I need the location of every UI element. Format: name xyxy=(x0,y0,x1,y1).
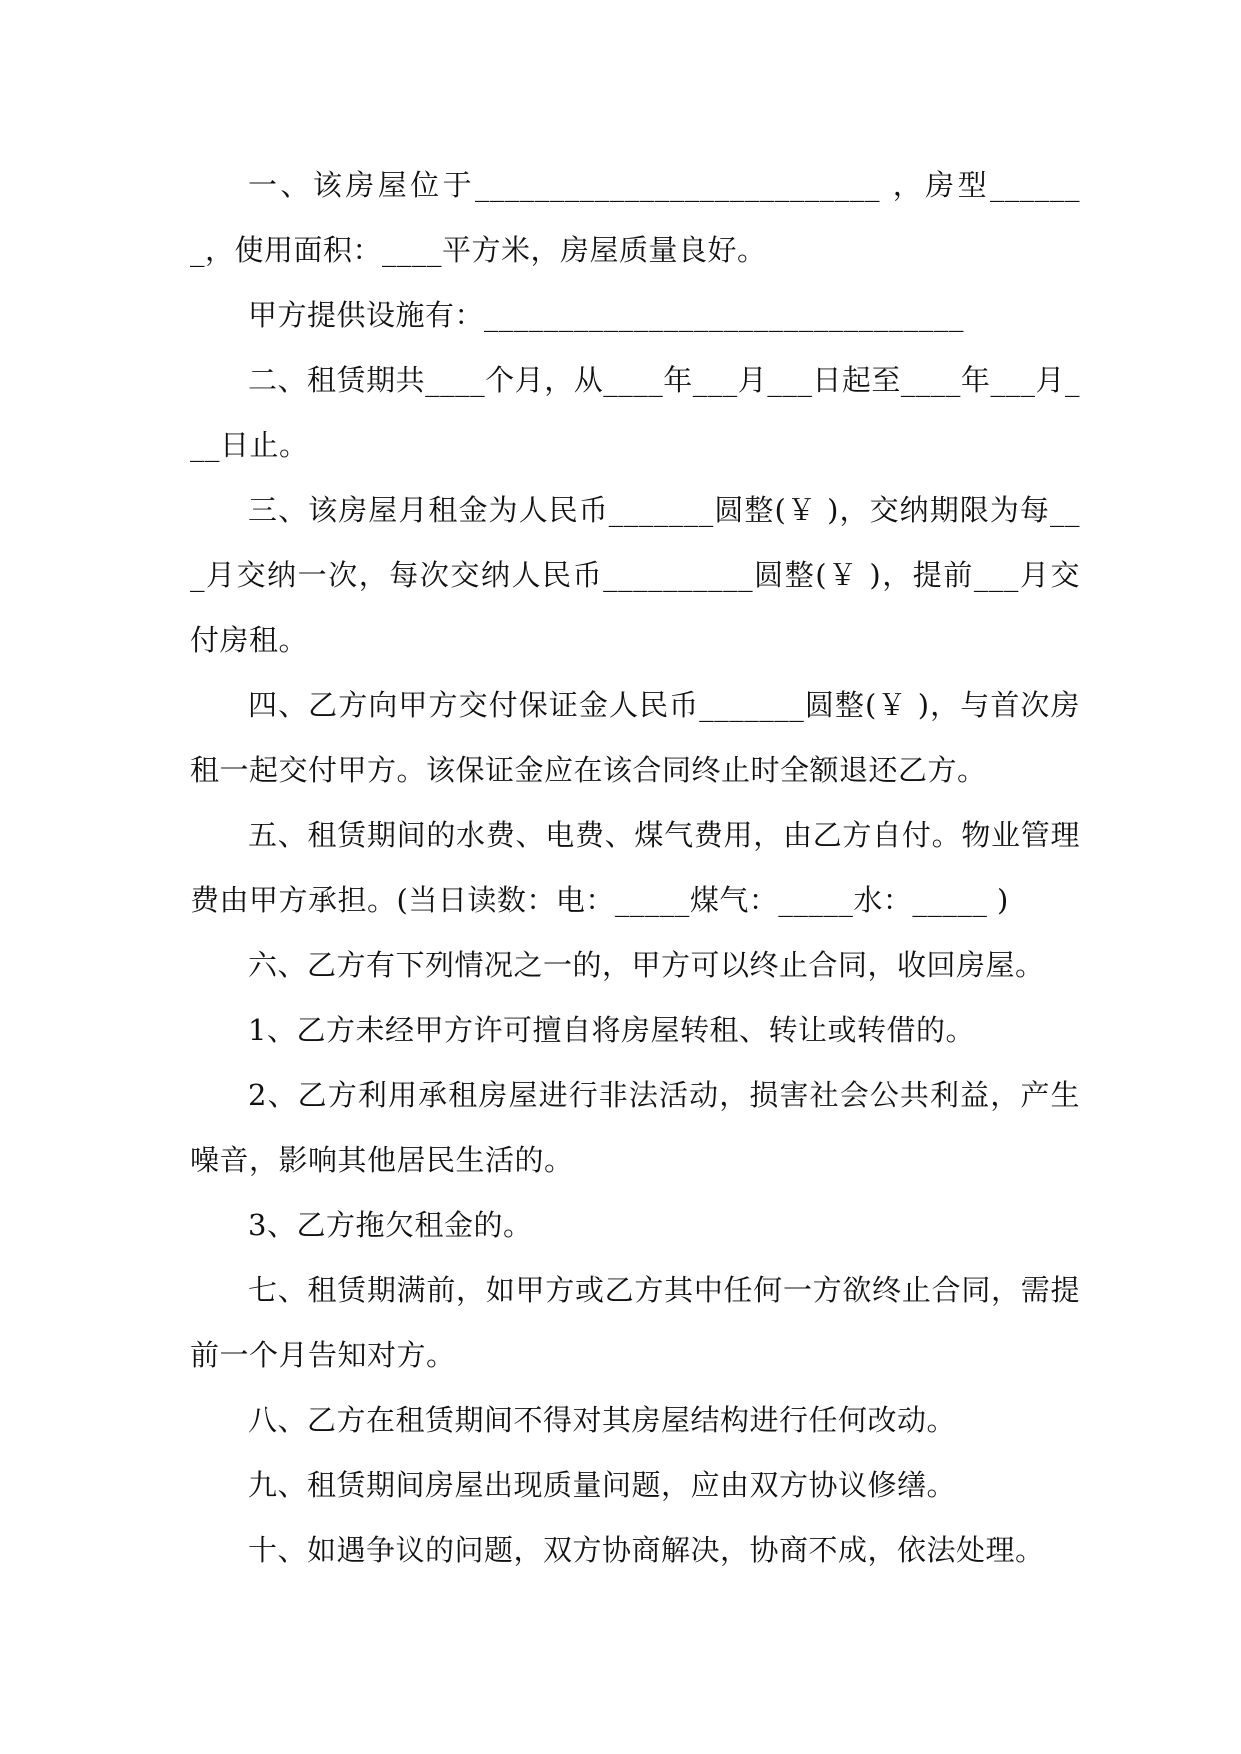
clause-location: 一、该房屋位于___________________________ ，房型_______，使用面积：____平方米，房屋质量良好。 xyxy=(190,168,1080,267)
termination-item-1: 1、乙方未经甲方许可擅自将房屋转租、转让或转借的。 xyxy=(248,1013,975,1047)
clause-repairs: 九、租赁期间房屋出现质量问题，应由双方协议修缮。 xyxy=(248,1468,957,1502)
clause-term: 二、租赁期共____个月，从____年___月___日起至____年___月___日止。 xyxy=(190,363,1080,462)
clause-disputes: 十、如遇争议的问题，双方协商解决，协商不成，依法处理。 xyxy=(248,1533,1045,1567)
clause-termination: 六、乙方有下列情况之一的，甲方可以终止合同，收回房屋。 xyxy=(248,948,1045,982)
clause-facilities: 甲方提供设施有：________________________________ xyxy=(248,298,965,332)
termination-item-2: 2、乙方利用承租房屋进行非法活动，损害社会公共利益，产生噪音，影响其他居民生活的。 xyxy=(190,1078,1080,1177)
clause-no-alteration: 八、乙方在租赁期间不得对其房屋结构进行任何改动。 xyxy=(248,1403,957,1437)
clause-utilities: 五、租赁期间的水费、电费、煤气费用，由乙方自付。物业管理费由甲方承担。(当日读数：电：_____煤气：_____水：_____ ) xyxy=(190,818,1080,917)
clause-early-notice: 七、租赁期满前，如甲方或乙方其中任何一方欲终止合同，需提前一个月告知对方。 xyxy=(190,1273,1080,1372)
termination-item-3: 3、乙方拖欠租金的。 xyxy=(248,1208,533,1242)
clause-rent: 三、该房屋月租金为人民币_______圆整(￥ )，交纳期限为每___月交纳一次，每次交纳人民币__________圆整(￥ )，提前___月交付房租。 xyxy=(190,493,1080,657)
clause-deposit: 四、乙方向甲方交付保证金人民币_______圆整(￥ )，与首次房租一起交付甲方。该保证金应在该合同终止时全额退还乙方。 xyxy=(190,688,1080,787)
document-body xyxy=(190,153,1080,1583)
